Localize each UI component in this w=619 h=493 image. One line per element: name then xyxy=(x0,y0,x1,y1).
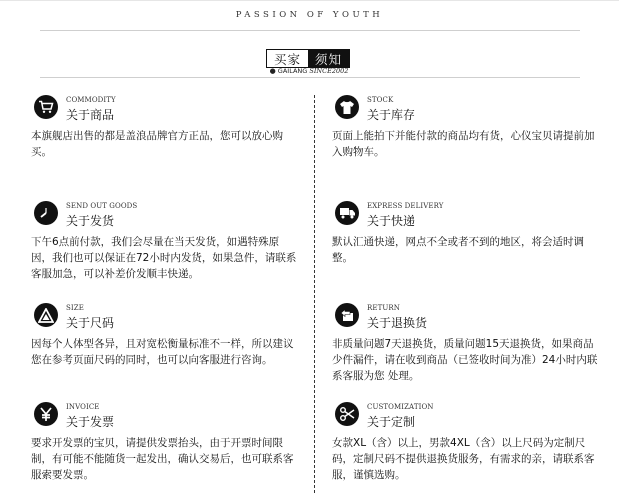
section-description: 女款XL（含）以上，男款4XL（含）以上尺码为定制尺码，定制尺码不提供退换货服务，有需求的亲，请联系客服，谨慎选购。 xyxy=(332,437,595,481)
return-package-icon xyxy=(335,303,359,327)
section-zh-title: 关于定制 xyxy=(367,415,416,429)
section-zh-title: 关于发票 xyxy=(66,415,115,429)
ruler-triangle-icon xyxy=(34,303,58,327)
center-dashed-divider xyxy=(314,95,315,493)
section-description: 因每个人体型各异，且对宽松衡量标准不一样，所以建议您在参考页面尺码的同时，也可以向客服进行咨询。 xyxy=(31,338,294,366)
section-zh-title: 关于快递 xyxy=(367,214,416,228)
section-description: 要求开发票的宝贝，请提供发票抬头，由于开票时间限制，有可能不能随货一起发出，确认交易后，也可联系客服索要发票。 xyxy=(31,437,294,481)
section-en-title: CUSTOMIZATION xyxy=(367,403,434,411)
section-en-title: SIZE xyxy=(66,304,84,312)
yen-icon xyxy=(34,402,58,426)
shopping-cart-icon xyxy=(34,95,58,119)
section-zh-title: 关于退换货 xyxy=(367,316,428,330)
title-badge xyxy=(266,49,350,68)
section-description: 默认汇通快递，网点不全或者不到的地区，将会适时调整。 xyxy=(332,236,584,264)
divider-lower xyxy=(40,77,580,78)
brand-since: SINCE2002 xyxy=(309,67,349,75)
top-border xyxy=(0,0,619,1)
brand-line xyxy=(252,67,366,75)
scissors-icon xyxy=(335,402,359,426)
section-description: 页面上能拍下并能付款的商品均有货，心仪宝贝请提前加入购物车。 xyxy=(332,130,595,158)
delivery-truck-icon xyxy=(335,201,359,225)
shirt-icon xyxy=(335,95,359,119)
section-zh-title: 关于库存 xyxy=(367,108,416,122)
title-left: 买家 xyxy=(267,50,308,67)
section-en-title: RETURN xyxy=(367,304,400,312)
divider-upper xyxy=(40,30,580,31)
section-en-title: EXPRESS DELIVERY xyxy=(367,202,444,210)
clock-icon xyxy=(34,201,58,225)
section-en-title: SEND OUT GOODS xyxy=(66,202,138,210)
tagline: PASSION OF YOUTH xyxy=(235,10,384,20)
section-en-title: COMMODITY xyxy=(66,96,116,104)
brand-logo: GAILANG xyxy=(277,67,308,75)
section-en-title: INVOICE xyxy=(66,403,100,411)
section-zh-title: 关于商品 xyxy=(66,108,115,122)
section-description: 下午6点前付款，我们会尽量在当天发货，如遇特殊原因，我们也可以保证在72小时内发货，如果急件，请联系客服加急，可以补差价发顺丰快递。 xyxy=(31,236,297,280)
brand-mark-icon: ● xyxy=(269,67,276,75)
section-description: 非质量问题7天退换货，质量问题15天退换货，如果商品少件漏件，请在收到商品（已签收时间为准）24小时内联系客服为您 处理。 xyxy=(332,338,598,382)
section-zh-title: 关于发货 xyxy=(66,214,115,228)
title-right: 须知 xyxy=(308,50,349,67)
section-en-title: STOCK xyxy=(367,96,394,104)
section-description: 本旗舰店出售的都是盖浪品牌官方正品，您可以放心购买。 xyxy=(31,130,283,158)
section-zh-title: 关于尺码 xyxy=(66,316,115,330)
